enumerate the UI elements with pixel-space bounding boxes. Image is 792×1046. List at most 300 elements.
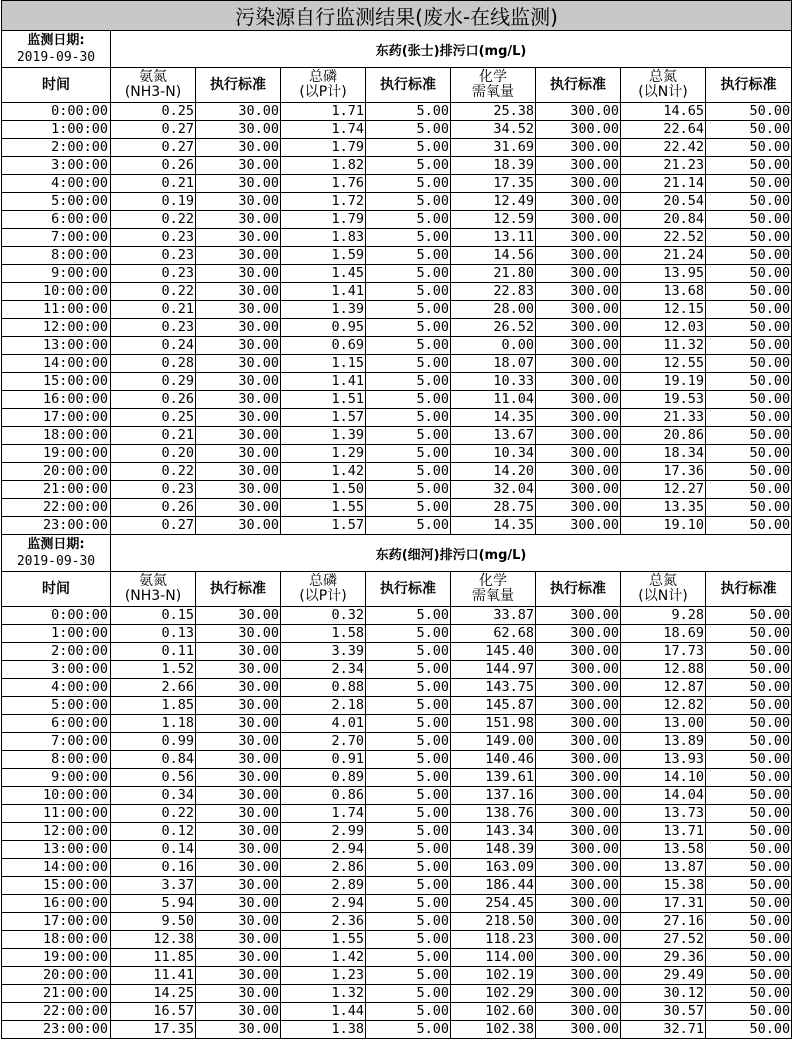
- value-cell: 5.00: [366, 823, 451, 841]
- value-cell: 186.44: [451, 877, 536, 895]
- value-cell: 0.16: [111, 859, 196, 877]
- value-cell: 300.00: [536, 877, 621, 895]
- value-cell: 1.29: [281, 445, 366, 463]
- value-cell: 5.00: [366, 229, 451, 247]
- value-cell: 300.00: [536, 679, 621, 697]
- table-row: [2, 733, 792, 751]
- value-cell: 300.00: [536, 121, 621, 139]
- time-cell: 16:00:00: [2, 895, 111, 913]
- outfall-name: 东药(张士)排污口(mg/L): [111, 31, 792, 68]
- value-cell: 50.00: [706, 337, 792, 355]
- value-cell: 300.00: [536, 751, 621, 769]
- date-label: 监测日期:: [27, 33, 85, 48]
- value-cell: 30.00: [196, 985, 281, 1003]
- column-header: [2, 572, 111, 607]
- table-row: [2, 697, 792, 715]
- value-cell: 0.22: [111, 283, 196, 301]
- value-cell: 143.75: [451, 679, 536, 697]
- value-cell: 5.00: [366, 931, 451, 949]
- value-cell: 11.85: [111, 949, 196, 967]
- table-row: [2, 211, 792, 229]
- time-cell: 9:00:00: [2, 769, 111, 787]
- value-cell: 28.00: [451, 301, 536, 319]
- column-header: [281, 68, 366, 103]
- time-cell: 2:00:00: [2, 139, 111, 157]
- value-cell: 2.66: [111, 679, 196, 697]
- value-cell: 0.89: [281, 769, 366, 787]
- value-cell: 12.88: [621, 661, 706, 679]
- value-cell: 145.40: [451, 643, 536, 661]
- table-row: [2, 355, 792, 373]
- value-cell: 50.00: [706, 769, 792, 787]
- value-cell: 5.00: [366, 607, 451, 625]
- value-cell: 300.00: [536, 211, 621, 229]
- value-cell: 5.00: [366, 373, 451, 391]
- value-cell: 50.00: [706, 283, 792, 301]
- value-cell: 1.41: [281, 283, 366, 301]
- value-cell: 50.00: [706, 679, 792, 697]
- value-cell: 5.00: [366, 1021, 451, 1039]
- value-cell: 0.26: [111, 157, 196, 175]
- value-cell: 0.23: [111, 247, 196, 265]
- value-cell: 14.65: [621, 103, 706, 121]
- value-cell: 11.04: [451, 391, 536, 409]
- table-row: [2, 121, 792, 139]
- column-header-line2: (以P计): [299, 588, 347, 604]
- value-cell: 144.97: [451, 661, 536, 679]
- value-cell: 13.00: [621, 715, 706, 733]
- value-cell: 5.00: [366, 1003, 451, 1021]
- value-cell: 5.00: [366, 157, 451, 175]
- column-header-line1: 化学: [479, 573, 507, 589]
- value-cell: 118.23: [451, 931, 536, 949]
- column-header-line1: 时间: [42, 76, 70, 93]
- value-cell: 114.00: [451, 949, 536, 967]
- value-cell: 2.89: [281, 877, 366, 895]
- value-cell: 5.00: [366, 985, 451, 1003]
- value-cell: 0.27: [111, 139, 196, 157]
- value-cell: 4.01: [281, 715, 366, 733]
- column-header: [196, 572, 281, 607]
- value-cell: 12.82: [621, 697, 706, 715]
- table-row: [2, 823, 792, 841]
- value-cell: 2.70: [281, 733, 366, 751]
- value-cell: 30.00: [196, 931, 281, 949]
- column-header: [451, 572, 536, 607]
- table-row: [2, 373, 792, 391]
- value-cell: 50.00: [706, 1003, 792, 1021]
- time-cell: 9:00:00: [2, 265, 111, 283]
- time-cell: 10:00:00: [2, 283, 111, 301]
- time-cell: 3:00:00: [2, 661, 111, 679]
- table-row: [2, 175, 792, 193]
- value-cell: 50.00: [706, 301, 792, 319]
- value-cell: 20.86: [621, 427, 706, 445]
- value-cell: 50.00: [706, 445, 792, 463]
- table-row: [2, 769, 792, 787]
- value-cell: 30.00: [196, 445, 281, 463]
- column-header: [366, 68, 451, 103]
- value-cell: 0.19: [111, 193, 196, 211]
- column-header: [706, 68, 792, 103]
- value-cell: 50.00: [706, 787, 792, 805]
- table-row: [2, 877, 792, 895]
- value-cell: 5.00: [366, 517, 451, 535]
- value-cell: 13.89: [621, 733, 706, 751]
- value-cell: 0.26: [111, 391, 196, 409]
- value-cell: 300.00: [536, 1003, 621, 1021]
- value-cell: 14.10: [621, 769, 706, 787]
- value-cell: 5.00: [366, 877, 451, 895]
- table-row: [2, 103, 792, 121]
- value-cell: 18.39: [451, 157, 536, 175]
- value-cell: 50.00: [706, 229, 792, 247]
- value-cell: 21.14: [621, 175, 706, 193]
- value-cell: 30.57: [621, 1003, 706, 1021]
- table-row: [2, 715, 792, 733]
- value-cell: 1.85: [111, 697, 196, 715]
- value-cell: 0.21: [111, 175, 196, 193]
- value-cell: 13.87: [621, 859, 706, 877]
- value-cell: 102.60: [451, 1003, 536, 1021]
- value-cell: 151.98: [451, 715, 536, 733]
- value-cell: 30.00: [196, 715, 281, 733]
- value-cell: 25.38: [451, 103, 536, 121]
- value-cell: 1.76: [281, 175, 366, 193]
- value-cell: 300.00: [536, 931, 621, 949]
- value-cell: 300.00: [536, 499, 621, 517]
- column-header: [706, 572, 792, 607]
- value-cell: 50.00: [706, 625, 792, 643]
- table-row: [2, 1021, 792, 1039]
- value-cell: 30.00: [196, 121, 281, 139]
- value-cell: 1.55: [281, 931, 366, 949]
- table-row: [2, 301, 792, 319]
- value-cell: 1.39: [281, 427, 366, 445]
- table-row: [2, 751, 792, 769]
- value-cell: 21.80: [451, 265, 536, 283]
- value-cell: 5.00: [366, 697, 451, 715]
- column-header: [536, 572, 621, 607]
- value-cell: 0.22: [111, 211, 196, 229]
- value-cell: 140.46: [451, 751, 536, 769]
- value-cell: 5.00: [366, 103, 451, 121]
- value-cell: 13.71: [621, 823, 706, 841]
- value-cell: 2.18: [281, 697, 366, 715]
- value-cell: 50.00: [706, 967, 792, 985]
- value-cell: 0.34: [111, 787, 196, 805]
- table-row: [2, 607, 792, 625]
- value-cell: 1.23: [281, 967, 366, 985]
- value-cell: 300.00: [536, 409, 621, 427]
- time-cell: 12:00:00: [2, 319, 111, 337]
- value-cell: 102.29: [451, 985, 536, 1003]
- value-cell: 11.41: [111, 967, 196, 985]
- value-cell: 0.23: [111, 265, 196, 283]
- value-cell: 5.00: [366, 409, 451, 427]
- time-cell: 4:00:00: [2, 175, 111, 193]
- column-header: [196, 68, 281, 103]
- value-cell: 1.42: [281, 463, 366, 481]
- value-cell: 50.00: [706, 463, 792, 481]
- column-header-line1: 总氮: [649, 573, 677, 589]
- value-cell: 5.00: [366, 211, 451, 229]
- value-cell: 300.00: [536, 715, 621, 733]
- time-cell: 14:00:00: [2, 859, 111, 877]
- value-cell: 30.00: [196, 463, 281, 481]
- time-cell: 22:00:00: [2, 499, 111, 517]
- value-cell: 5.00: [366, 445, 451, 463]
- value-cell: 0.32: [281, 607, 366, 625]
- value-cell: 17.36: [621, 463, 706, 481]
- value-cell: 14.35: [451, 517, 536, 535]
- table-row: [2, 445, 792, 463]
- value-cell: 2.99: [281, 823, 366, 841]
- value-cell: 12.15: [621, 301, 706, 319]
- value-cell: 300.00: [536, 697, 621, 715]
- value-cell: 30.00: [196, 895, 281, 913]
- value-cell: 50.00: [706, 931, 792, 949]
- value-cell: 139.61: [451, 769, 536, 787]
- table-row: [2, 931, 792, 949]
- table-row: [2, 805, 792, 823]
- value-cell: 300.00: [536, 769, 621, 787]
- value-cell: 30.00: [196, 175, 281, 193]
- value-cell: 0.28: [111, 355, 196, 373]
- time-cell: 23:00:00: [2, 1021, 111, 1039]
- value-cell: 1.79: [281, 211, 366, 229]
- value-cell: 30.00: [196, 427, 281, 445]
- value-cell: 17.35: [451, 175, 536, 193]
- value-cell: 300.00: [536, 481, 621, 499]
- section-header-row: [2, 535, 792, 572]
- value-cell: 0.24: [111, 337, 196, 355]
- table-row: [2, 193, 792, 211]
- column-header: [111, 572, 196, 607]
- value-cell: 50.00: [706, 949, 792, 967]
- value-cell: 30.00: [196, 733, 281, 751]
- value-cell: 13.95: [621, 265, 706, 283]
- value-cell: 1.71: [281, 103, 366, 121]
- time-cell: 8:00:00: [2, 751, 111, 769]
- value-cell: 22.42: [621, 139, 706, 157]
- value-cell: 50.00: [706, 715, 792, 733]
- table-row: [2, 1003, 792, 1021]
- column-header-line2: 需氧量: [472, 588, 514, 604]
- column-header: [536, 68, 621, 103]
- table-row: [2, 895, 792, 913]
- value-cell: 0.99: [111, 733, 196, 751]
- page-title: 污染源自行监测结果(废水-在线监测): [2, 1, 792, 31]
- value-cell: 14.25: [111, 985, 196, 1003]
- column-header: [281, 572, 366, 607]
- value-cell: 50.00: [706, 697, 792, 715]
- value-cell: 1.57: [281, 517, 366, 535]
- value-cell: 50.00: [706, 193, 792, 211]
- value-cell: 5.00: [366, 175, 451, 193]
- value-cell: 5.00: [366, 949, 451, 967]
- column-header: [451, 68, 536, 103]
- value-cell: 30.00: [196, 679, 281, 697]
- table-row: [2, 247, 792, 265]
- table-row: [2, 661, 792, 679]
- value-cell: 28.75: [451, 499, 536, 517]
- time-cell: 4:00:00: [2, 679, 111, 697]
- value-cell: 30.12: [621, 985, 706, 1003]
- value-cell: 300.00: [536, 895, 621, 913]
- table-row: [2, 391, 792, 409]
- value-cell: 0.25: [111, 409, 196, 427]
- value-cell: 1.83: [281, 229, 366, 247]
- value-cell: 300.00: [536, 427, 621, 445]
- value-cell: 17.35: [111, 1021, 196, 1039]
- value-cell: 30.00: [196, 859, 281, 877]
- time-cell: 3:00:00: [2, 157, 111, 175]
- value-cell: 50.00: [706, 391, 792, 409]
- value-cell: 30.00: [196, 373, 281, 391]
- column-header-line1: 执行标准: [380, 580, 436, 597]
- value-cell: 29.36: [621, 949, 706, 967]
- time-cell: 21:00:00: [2, 985, 111, 1003]
- column-header-line1: 执行标准: [210, 580, 266, 597]
- value-cell: 5.00: [366, 895, 451, 913]
- value-cell: 18.07: [451, 355, 536, 373]
- value-cell: 14.35: [451, 409, 536, 427]
- value-cell: 13.73: [621, 805, 706, 823]
- value-cell: 5.00: [366, 265, 451, 283]
- value-cell: 30.00: [196, 157, 281, 175]
- value-cell: 1.44: [281, 1003, 366, 1021]
- value-cell: 300.00: [536, 517, 621, 535]
- value-cell: 300.00: [536, 337, 621, 355]
- time-cell: 0:00:00: [2, 103, 111, 121]
- value-cell: 50.00: [706, 157, 792, 175]
- value-cell: 12.55: [621, 355, 706, 373]
- value-cell: 50.00: [706, 409, 792, 427]
- value-cell: 300.00: [536, 355, 621, 373]
- value-cell: 50.00: [706, 319, 792, 337]
- column-header-line1: 总氮: [649, 69, 677, 85]
- value-cell: 30.00: [196, 103, 281, 121]
- value-cell: 50.00: [706, 607, 792, 625]
- value-cell: 29.49: [621, 967, 706, 985]
- value-cell: 0.84: [111, 751, 196, 769]
- value-cell: 148.39: [451, 841, 536, 859]
- column-header-row: [2, 68, 792, 103]
- value-cell: 138.76: [451, 805, 536, 823]
- value-cell: 30.00: [196, 769, 281, 787]
- table-row: [2, 481, 792, 499]
- time-cell: 19:00:00: [2, 949, 111, 967]
- value-cell: 300.00: [536, 607, 621, 625]
- value-cell: 300.00: [536, 805, 621, 823]
- report-sheet: [1, 0, 791, 1039]
- value-cell: 3.37: [111, 877, 196, 895]
- table-row: [2, 463, 792, 481]
- value-cell: 30.00: [196, 139, 281, 157]
- value-cell: 0.14: [111, 841, 196, 859]
- column-header-line2: (以P计): [299, 84, 347, 100]
- table-body: [2, 1, 792, 1039]
- value-cell: 27.16: [621, 913, 706, 931]
- monitoring-date: [2, 31, 111, 68]
- value-cell: 50.00: [706, 373, 792, 391]
- value-cell: 13.68: [621, 283, 706, 301]
- value-cell: 22.64: [621, 121, 706, 139]
- value-cell: 13.58: [621, 841, 706, 859]
- value-cell: 50.00: [706, 427, 792, 445]
- value-cell: 1.58: [281, 625, 366, 643]
- value-cell: 30.00: [196, 751, 281, 769]
- value-cell: 50.00: [706, 913, 792, 931]
- value-cell: 50.00: [706, 859, 792, 877]
- value-cell: 50.00: [706, 103, 792, 121]
- value-cell: 14.04: [621, 787, 706, 805]
- value-cell: 50.00: [706, 355, 792, 373]
- value-cell: 300.00: [536, 247, 621, 265]
- value-cell: 300.00: [536, 661, 621, 679]
- value-cell: 2.36: [281, 913, 366, 931]
- value-cell: 300.00: [536, 391, 621, 409]
- value-cell: 5.00: [366, 121, 451, 139]
- value-cell: 30.00: [196, 391, 281, 409]
- value-cell: 30.00: [196, 409, 281, 427]
- value-cell: 12.59: [451, 211, 536, 229]
- value-cell: 0.23: [111, 229, 196, 247]
- value-cell: 5.00: [366, 751, 451, 769]
- value-cell: 17.31: [621, 895, 706, 913]
- value-cell: 300.00: [536, 175, 621, 193]
- value-cell: 34.52: [451, 121, 536, 139]
- table-row: [2, 319, 792, 337]
- value-cell: 30.00: [196, 517, 281, 535]
- value-cell: 13.35: [621, 499, 706, 517]
- value-cell: 30.00: [196, 643, 281, 661]
- section-header-row: [2, 31, 792, 68]
- value-cell: 5.00: [366, 913, 451, 931]
- value-cell: 300.00: [536, 229, 621, 247]
- column-header: [621, 572, 706, 607]
- value-cell: 30.00: [196, 913, 281, 931]
- time-cell: 16:00:00: [2, 391, 111, 409]
- table-row: [2, 283, 792, 301]
- value-cell: 1.74: [281, 805, 366, 823]
- value-cell: 1.57: [281, 409, 366, 427]
- value-cell: 1.82: [281, 157, 366, 175]
- value-cell: 0.22: [111, 805, 196, 823]
- value-cell: 1.79: [281, 139, 366, 157]
- value-cell: 19.19: [621, 373, 706, 391]
- value-cell: 21.23: [621, 157, 706, 175]
- column-header: [366, 572, 451, 607]
- value-cell: 300.00: [536, 859, 621, 877]
- value-cell: 50.00: [706, 841, 792, 859]
- value-cell: 163.09: [451, 859, 536, 877]
- value-cell: 300.00: [536, 193, 621, 211]
- value-cell: 5.00: [366, 391, 451, 409]
- value-cell: 30.00: [196, 823, 281, 841]
- value-cell: 20.54: [621, 193, 706, 211]
- value-cell: 12.27: [621, 481, 706, 499]
- time-cell: 5:00:00: [2, 193, 111, 211]
- time-cell: 8:00:00: [2, 247, 111, 265]
- time-cell: 15:00:00: [2, 373, 111, 391]
- value-cell: 1.38: [281, 1021, 366, 1039]
- table-row: [2, 787, 792, 805]
- value-cell: 30.00: [196, 877, 281, 895]
- value-cell: 50.00: [706, 643, 792, 661]
- value-cell: 62.68: [451, 625, 536, 643]
